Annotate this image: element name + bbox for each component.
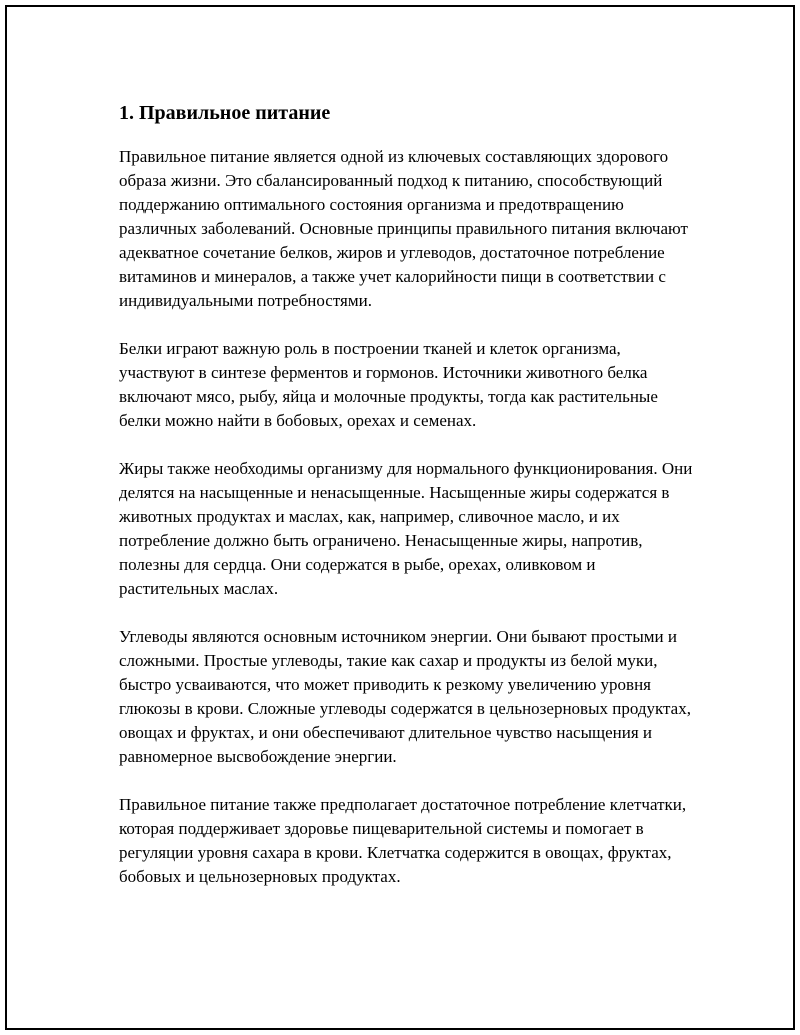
page-frame: [5, 5, 795, 1030]
paragraph-fiber: Правильное питание также предполагает достаточное потребление клетчатки, которая поддерживает здоровье пищеварительной системы и помогает в регуляции уровня сахара в крови. Клетчатка содержится в овощах, фруктах, бобовых и цельнозерновых продуктах.: [119, 795, 687, 886]
paragraph-intro: Правильное питание является одной из ключевых составляющих здорового образа жизни. Это сбалансированный подход к питанию, способствующий поддержанию оптимального состояния организма и предотвращению различных заболеваний. Основные принципы правильного питания включают адекватное сочетание белков, жиров и углеводов, достаточное потребление витаминов и минералов, а также учет калорийности пищи в соответствии с индивидуальными потребностями.: [119, 147, 688, 310]
paragraph-proteins: Белки играют важную роль в построении тканей и клеток организма, участвуют в синтезе ферментов и гормонов. Источники животного белка включают мясо, рыбу, яйца и молочные продукты, тогда как растительные белки можно найти в бобовых, орехах и семенах.: [119, 339, 658, 430]
paragraph-fats: Жиры также необходимы организму для нормального функционирования. Они делятся на насыщенные и ненасыщенные. Насыщенные жиры содержатся в животных продуктах и маслах, как, например, сливочное масло, и их потребление должно быть ограничено. Ненасыщенные жиры, напротив, полезны для сердца. Они содержатся в рыбе, орехах, оливковом и растительных маслах.: [119, 459, 693, 598]
section-title: 1. Правильное питание: [119, 102, 331, 124]
document-body: [119, 99, 699, 913]
paragraph-carbohydrates: Углеводы являются основным источником энергии. Они бывают простыми и сложными. Простые углеводы, такие как сахар и продукты из белой муки, быстро усваиваются, что может приводить к резкому увеличению уровня глюкозы в крови. Сложные углеводы содержатся в цельнозерновых продуктах, овощах и фруктах, и они обеспечивают длительное чувство насыщения и равномерное высвобождение энергии.: [119, 627, 691, 766]
